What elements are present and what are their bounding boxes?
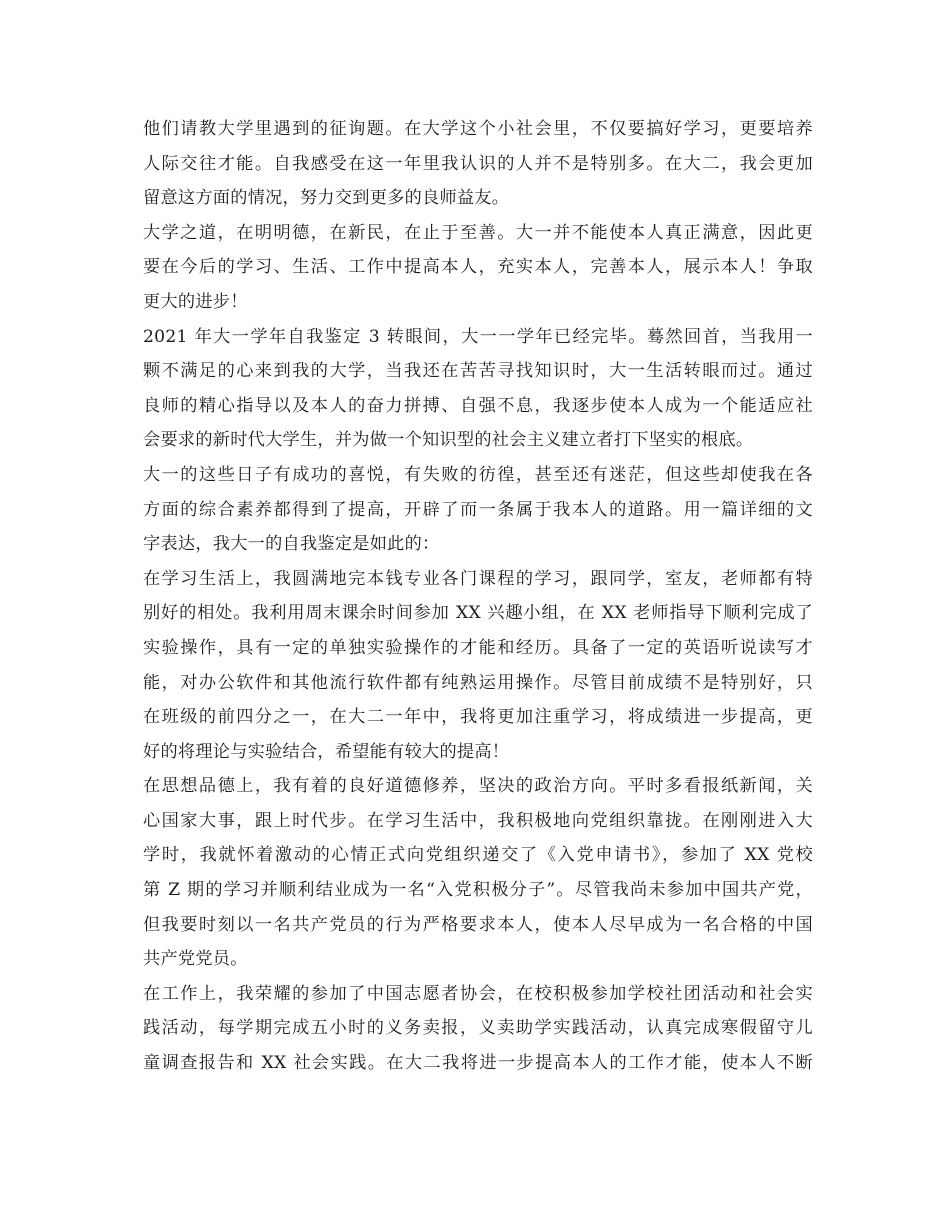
text-line: 在班级的前四分之一，在大二一年中，我将更加注重学习，将成绩进一步提高，更 bbox=[143, 707, 813, 728]
text-line: 心国家大事，跟上时代步。在学习生活中，我积极地向党组织靠拢。在刚刚进入大 bbox=[143, 810, 813, 831]
text-line: 更大的进步！ bbox=[143, 291, 248, 312]
text-line: 要在今后的学习、生活、工作中提高本人，充实本人，完善本人，展示本人！争取 bbox=[143, 257, 813, 278]
text-line: 践活动，每学期完成五小时的义务卖报，义卖助学实践活动，认真完成寒假留守儿 bbox=[143, 1018, 813, 1039]
text-line: 别好的相处。我利用周末课余时间参加 XX 兴趣小组，在 XX 老师指导下顺利完成了 bbox=[143, 603, 813, 624]
text-line: 能，对办公软件和其他流行软件都有纯熟运用操作。尽管目前成绩不是特别好，只 bbox=[143, 672, 813, 693]
text-line: 字表达，我大一的自我鉴定是如此的： bbox=[143, 534, 440, 555]
document-body bbox=[143, 112, 813, 1081]
text-line: 童调查报告和 XX 社会实践。在大二我将进一步提高本人的工作才能，使本人不断 bbox=[143, 1053, 813, 1074]
text-line: 大一的这些日子有成功的喜悦，有失败的彷徨，甚至还有迷茫，但这些却使我在各 bbox=[143, 464, 813, 485]
text-line: 会要求的新时代大学生，并为做一个知识型的社会主义建立者打下坚实的根底。 bbox=[143, 430, 754, 451]
text-line: 颗不满足的心来到我的大学，当我还在苦苦寻找知识时，大一生活转眼而过。通过 bbox=[143, 361, 813, 382]
text-line: 共产党党员。 bbox=[143, 949, 248, 970]
text-line: 良师的精心指导以及本人的奋力拼搏、自强不息，我逐步使本人成为一个能适应社 bbox=[143, 395, 813, 416]
text-line: 在工作上，我荣耀的参加了中国志愿者协会，在校积极参加学校社团活动和社会实 bbox=[143, 983, 813, 1004]
text-line: 实验操作，具有一定的单独实验操作的才能和经历。具备了一定的英语听说读写才 bbox=[143, 637, 813, 658]
text-line: 第 Z 期的学习并顺利结业成为一名“入党积极分子”。尽管我尚未参加中国共产党， bbox=[143, 880, 813, 901]
text-line: 在学习生活上，我圆满地完本钱专业各门课程的学习，跟同学，室友，老师都有特 bbox=[143, 568, 813, 589]
text-line: 好的将理论与实验结合，希望能有较大的提高！ bbox=[143, 741, 510, 762]
text-line: 但我要时刻以一名共产党员的行为严格要求本人，使本人尽早成为一名合格的中国 bbox=[143, 914, 813, 935]
text-line: 学时，我就怀着激动的心情正式向党组织递交了《入党申请书》，参加了 XX 党校 bbox=[143, 845, 813, 866]
text-line: 他们请教大学里遇到的征询题。在大学这个小社会里，不仅要搞好学习，更要培养 bbox=[143, 119, 813, 139]
text-line: 在思想品德上，我有着的良好道德修养，坚决的政治方向。平时多看报纸新闻，关 bbox=[143, 776, 813, 797]
text-line: 2021 年大一学年自我鉴定 3 转眼间，大一一学年已经完毕。蓦然回首，当我用一 bbox=[143, 326, 813, 347]
text-line: 留意这方面的情况，努力交到更多的良师益友。 bbox=[143, 188, 510, 209]
text-line: 方面的综合素养都得到了提高，开辟了而一条属于我本人的道路。用一篇详细的文 bbox=[143, 499, 813, 520]
text-line: 大学之道，在明明德，在新民，在止于至善。大一并不能使本人真正满意，因此更 bbox=[143, 222, 813, 243]
text-line: 人际交往才能。自我感受在这一年里我认识的人并不是特别多。在大二，我会更加 bbox=[143, 153, 813, 174]
